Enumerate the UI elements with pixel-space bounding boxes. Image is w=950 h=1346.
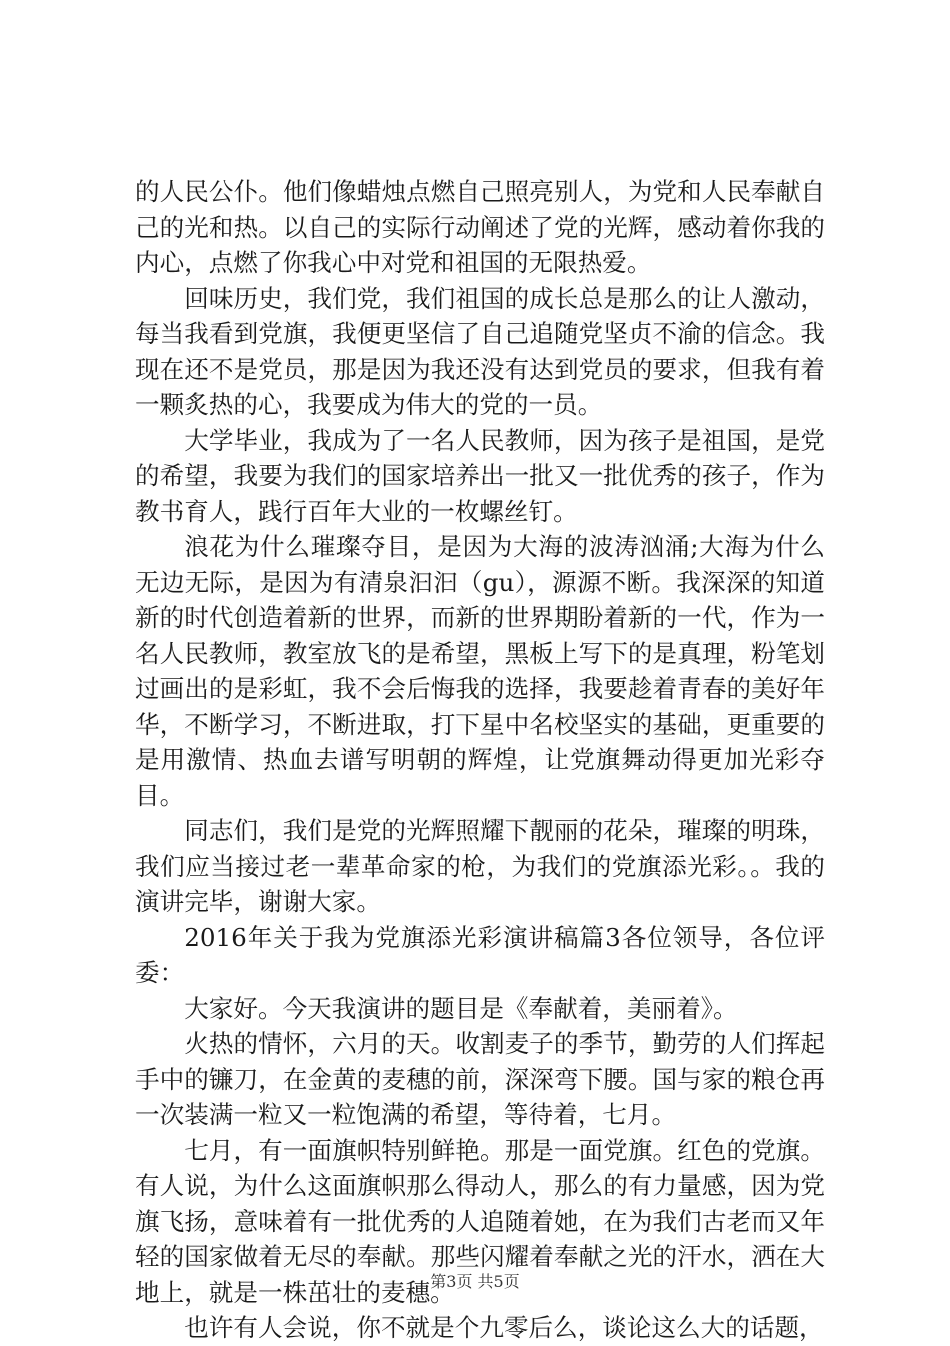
paragraph-continuation: 的人民公仆。他们像蜡烛点燃自己照亮别人，为党和人民奉献自己的光和热。以自己的实际行动阐述了党的光辉，感动着你我的内心，点燃了你我心中对党和祖国的无限热爱。 (135, 177, 825, 277)
paragraph-june: 火热的情怀，六月的天。收割麦子的季节，勤劳的人们挥起手中的镰刀，在金黄的麦穗的前，深深弯下腰。国与家的粮仓再一次装满一粒又一粒饱满的希望，等待着，七月。 (135, 1029, 825, 1129)
paragraph-nineties: 也许有人会说，你不就是个九零后么，谈论这么大的话题， (184, 1313, 824, 1342)
body-text (135, 174, 825, 1346)
page-number-footer: 第3页 共5页 (430, 1272, 520, 1291)
paragraph-speech-3-heading: 2016年关于我为党旗添光彩演讲稿篇3各位领导，各位评委： (135, 922, 825, 987)
paragraph-july: 七月，有一面旗帜特别鲜艳。那是一面党旗。红色的党旗。有人说，为什么这面旗帜那么得动人，那么的有力量感，因为党旗飞扬，意味着有一批优秀的人追随着她，在为我们古老而又年轻的国家做着无尽的奉献。那些闪耀着奉献之光的汗水，洒在大地上，就是一株茁壮的麦穗。 (135, 1135, 825, 1307)
paragraph-comrades: 同志们，我们是党的光辉照耀下靓丽的花朵，璀璨的明珠，我们应当接过老一辈革命家的枪，为我们的党旗添光彩。。我的演讲完毕，谢谢大家。 (135, 816, 825, 916)
paragraph-history: 回味历史，我们党，我们祖国的成长总是那么的让人激动，每当我看到党旗，我便更坚信了自己追随党坚贞不渝的信念。我现在还不是党员，那是因为我还没有达到党员的要求，但我有着一颗炙热的心，我要成为伟大的党的一员。 (135, 283, 825, 419)
paragraph-greeting: 大家好。今天我演讲的题目是《奉献着，美丽着》。 (184, 993, 738, 1023)
paragraph-teacher: 大学毕业，我成为了一名人民教师，因为孩子是祖国，是党的希望，我要为我们的国家培养出一批又一批优秀的孩子，作为教书育人，践行百年大业的一枚螺丝钉。 (135, 425, 825, 526)
paragraph-waves: 浪花为什么璀璨夺目，是因为大海的波涛汹涌;大海为什么无边无际，是因为有清泉汩汩（gu），源源不断。我深深的知道新的时代创造着新的世界，而新的世界期盼着新的一代，作为一名人民教师，教室放飞的是希望，黑板上写下的是真理，粉笔划过画出的是彩虹，我不会后悔我的选择，我要趁着青春的美好年华，不断学习，不断进取，打下星中名校坚实的基础，更重要的是用激情、热血去谱写明朝的辉煌，让党旗舞动得更加光彩夺目。 (135, 532, 825, 810)
